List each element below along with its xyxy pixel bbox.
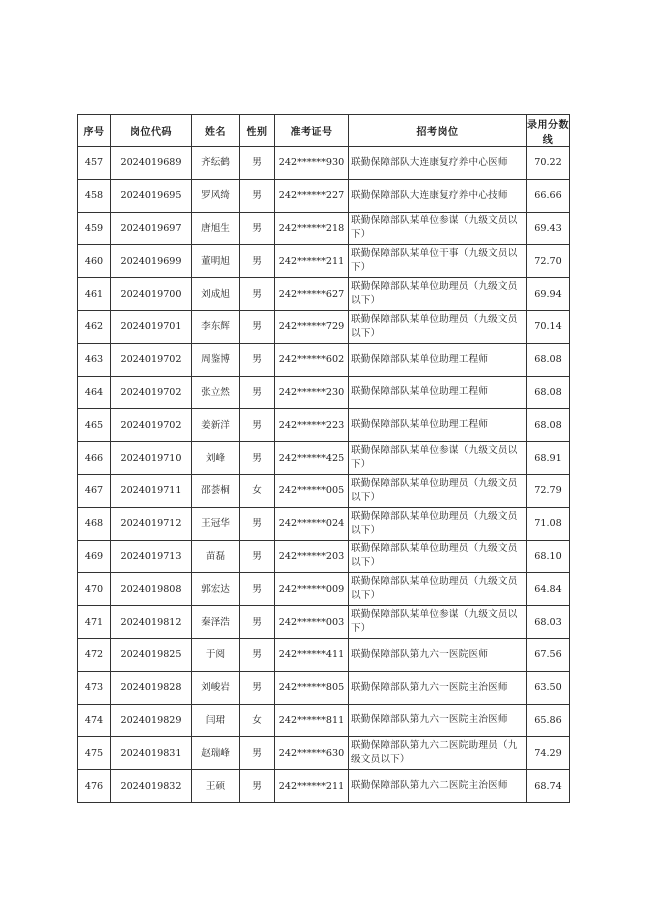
table-row	[78, 278, 570, 311]
cell-code: 2024019702	[111, 343, 192, 376]
cell-score: 70.14	[527, 310, 570, 343]
header-row	[78, 115, 570, 147]
table-row	[78, 606, 570, 639]
cell-name: 李东辉	[192, 310, 240, 343]
cell-code: 2024019828	[111, 671, 192, 704]
cell-code: 2024019831	[111, 737, 192, 770]
cell-name: 赵瑞峰	[192, 737, 240, 770]
cell-gender: 男	[240, 507, 275, 540]
cell-code: 2024019695	[111, 179, 192, 212]
cell-position: 联勤保障部队第九六一医院主治医师	[349, 704, 527, 737]
cell-name: 罗风绮	[192, 179, 240, 212]
header-code: 岗位代码	[111, 115, 192, 147]
cell-code: 2024019712	[111, 507, 192, 540]
cell-name: 刘成旭	[192, 278, 240, 311]
cell-no: 462	[78, 310, 111, 343]
cell-score: 68.03	[527, 606, 570, 639]
cell-name: 姜新洋	[192, 409, 240, 442]
cell-no: 463	[78, 343, 111, 376]
cell-name: 王冠华	[192, 507, 240, 540]
cell-code: 2024019812	[111, 606, 192, 639]
cell-name: 刘峻岩	[192, 671, 240, 704]
cell-position: 联勤保障部队某单位助理员（九级文员以下）	[349, 310, 527, 343]
cell-name: 邵荟桐	[192, 474, 240, 507]
header-position: 招考岗位	[349, 115, 527, 147]
cell-score: 64.84	[527, 573, 570, 606]
cell-ticket: 242******729	[275, 310, 349, 343]
cell-score: 63.50	[527, 671, 570, 704]
table-row	[78, 442, 570, 475]
table-row	[78, 179, 570, 212]
table-body	[78, 147, 570, 803]
cell-position: 联勤保障部队第九六一医院主治医师	[349, 671, 527, 704]
cell-gender: 男	[240, 343, 275, 376]
cell-gender: 男	[240, 212, 275, 245]
cell-gender: 男	[240, 442, 275, 475]
cell-position: 联勤保障部队某单位参谋（九级文员以下）	[349, 212, 527, 245]
cell-no: 476	[78, 770, 111, 803]
cell-name: 于阅	[192, 638, 240, 671]
cell-gender: 男	[240, 278, 275, 311]
cell-gender: 男	[240, 573, 275, 606]
cell-ticket: 242******024	[275, 507, 349, 540]
cell-code: 2024019710	[111, 442, 192, 475]
cell-name: 周鉴博	[192, 343, 240, 376]
header-no: 序号	[78, 115, 111, 147]
cell-gender: 男	[240, 606, 275, 639]
cell-ticket: 242******811	[275, 704, 349, 737]
cell-position: 联勤保障部队某单位参谋（九级文员以下）	[349, 606, 527, 639]
table-row	[78, 212, 570, 245]
cell-gender: 女	[240, 474, 275, 507]
cell-no: 457	[78, 147, 111, 180]
cell-no: 465	[78, 409, 111, 442]
table-row	[78, 704, 570, 737]
cell-ticket: 242******930	[275, 147, 349, 180]
table-row	[78, 376, 570, 409]
cell-gender: 男	[240, 638, 275, 671]
cell-no: 470	[78, 573, 111, 606]
cell-name: 苗磊	[192, 540, 240, 573]
cell-position: 联勤保障部队某单位助理员（九级文员以下）	[349, 474, 527, 507]
cell-score: 74.29	[527, 737, 570, 770]
cell-position: 联勤保障部队某单位助理员（九级文员以下）	[349, 540, 527, 573]
cell-no: 473	[78, 671, 111, 704]
cell-position: 联勤保障部队大连康复疗养中心医师	[349, 147, 527, 180]
table-row	[78, 147, 570, 180]
cell-ticket: 242******005	[275, 474, 349, 507]
cell-no: 466	[78, 442, 111, 475]
cell-name: 秦泽浩	[192, 606, 240, 639]
cell-position: 联勤保障部队某单位助理员（九级文员以下）	[349, 278, 527, 311]
cell-position: 联勤保障部队第九六二医院助理员（九级文员以下）	[349, 737, 527, 770]
header-gender: 性别	[240, 115, 275, 147]
cell-position: 联勤保障部队某单位助理工程师	[349, 409, 527, 442]
cell-score: 66.66	[527, 179, 570, 212]
cell-position: 联勤保障部队第九六一医院医师	[349, 638, 527, 671]
cell-code: 2024019699	[111, 245, 192, 278]
header-name: 姓名	[192, 115, 240, 147]
table-row	[78, 245, 570, 278]
cell-score: 68.08	[527, 343, 570, 376]
cell-code: 2024019808	[111, 573, 192, 606]
cell-ticket: 242******411	[275, 638, 349, 671]
cell-no: 468	[78, 507, 111, 540]
cell-score: 68.91	[527, 442, 570, 475]
cell-no: 471	[78, 606, 111, 639]
cell-score: 68.10	[527, 540, 570, 573]
cell-code: 2024019713	[111, 540, 192, 573]
cell-score: 67.56	[527, 638, 570, 671]
cell-no: 461	[78, 278, 111, 311]
cell-name: 张立然	[192, 376, 240, 409]
cell-gender: 男	[240, 376, 275, 409]
results-table	[77, 114, 570, 803]
cell-code: 2024019702	[111, 409, 192, 442]
table-row	[78, 671, 570, 704]
cell-position: 联勤保障部队某单位参谋（九级文员以下）	[349, 442, 527, 475]
cell-name: 齐纭鹤	[192, 147, 240, 180]
header-ticket: 准考证号	[275, 115, 349, 147]
cell-code: 2024019700	[111, 278, 192, 311]
cell-position: 联勤保障部队某单位助理工程师	[349, 343, 527, 376]
cell-code: 2024019829	[111, 704, 192, 737]
cell-score: 65.86	[527, 704, 570, 737]
cell-gender: 男	[240, 409, 275, 442]
cell-gender: 男	[240, 737, 275, 770]
cell-gender: 男	[240, 310, 275, 343]
cell-ticket: 242******223	[275, 409, 349, 442]
cell-no: 467	[78, 474, 111, 507]
table-row	[78, 310, 570, 343]
cell-no: 469	[78, 540, 111, 573]
cell-no: 460	[78, 245, 111, 278]
cell-position: 联勤保障部队第九六二医院主治医师	[349, 770, 527, 803]
cell-ticket: 242******602	[275, 343, 349, 376]
header-score: 录用分数线	[527, 115, 570, 147]
cell-gender: 男	[240, 671, 275, 704]
table-row	[78, 409, 570, 442]
cell-no: 472	[78, 638, 111, 671]
cell-code: 2024019832	[111, 770, 192, 803]
cell-name: 王硕	[192, 770, 240, 803]
cell-code: 2024019825	[111, 638, 192, 671]
table-row	[78, 638, 570, 671]
cell-ticket: 242******627	[275, 278, 349, 311]
cell-position: 联勤保障部队大连康复疗养中心技师	[349, 179, 527, 212]
table-row	[78, 474, 570, 507]
cell-position: 联勤保障部队某单位助理员（九级文员以下）	[349, 507, 527, 540]
cell-score: 72.70	[527, 245, 570, 278]
cell-gender: 男	[240, 179, 275, 212]
cell-score: 72.79	[527, 474, 570, 507]
cell-no: 464	[78, 376, 111, 409]
cell-gender: 男	[240, 770, 275, 803]
cell-ticket: 242******805	[275, 671, 349, 704]
cell-no: 474	[78, 704, 111, 737]
cell-ticket: 242******218	[275, 212, 349, 245]
cell-name: 董明旭	[192, 245, 240, 278]
cell-score: 69.43	[527, 212, 570, 245]
cell-code: 2024019702	[111, 376, 192, 409]
cell-position: 联勤保障部队某单位助理员（九级文员以下）	[349, 573, 527, 606]
cell-name: 唐旭生	[192, 212, 240, 245]
table-row	[78, 540, 570, 573]
cell-no: 458	[78, 179, 111, 212]
cell-position: 联勤保障部队某单位助理工程师	[349, 376, 527, 409]
cell-name: 刘峰	[192, 442, 240, 475]
cell-ticket: 242******211	[275, 770, 349, 803]
cell-score: 71.08	[527, 507, 570, 540]
cell-no: 459	[78, 212, 111, 245]
cell-gender: 女	[240, 704, 275, 737]
table-row	[78, 737, 570, 770]
cell-name: 闫珺	[192, 704, 240, 737]
cell-name: 郭宏达	[192, 573, 240, 606]
cell-gender: 男	[240, 147, 275, 180]
cell-ticket: 242******230	[275, 376, 349, 409]
cell-score: 70.22	[527, 147, 570, 180]
cell-ticket: 242******003	[275, 606, 349, 639]
cell-ticket: 242******211	[275, 245, 349, 278]
cell-score: 68.08	[527, 409, 570, 442]
cell-score: 69.94	[527, 278, 570, 311]
cell-ticket: 242******203	[275, 540, 349, 573]
cell-ticket: 242******425	[275, 442, 349, 475]
cell-ticket: 242******630	[275, 737, 349, 770]
table-row	[78, 507, 570, 540]
cell-code: 2024019697	[111, 212, 192, 245]
cell-position: 联勤保障部队某单位干事（九级文员以下）	[349, 245, 527, 278]
cell-gender: 男	[240, 540, 275, 573]
cell-no: 475	[78, 737, 111, 770]
cell-code: 2024019711	[111, 474, 192, 507]
cell-gender: 男	[240, 245, 275, 278]
cell-score: 68.08	[527, 376, 570, 409]
cell-code: 2024019701	[111, 310, 192, 343]
cell-ticket: 242******227	[275, 179, 349, 212]
table-row	[78, 770, 570, 803]
cell-code: 2024019689	[111, 147, 192, 180]
cell-score: 68.74	[527, 770, 570, 803]
cell-ticket: 242******009	[275, 573, 349, 606]
table-row	[78, 343, 570, 376]
table-row	[78, 573, 570, 606]
